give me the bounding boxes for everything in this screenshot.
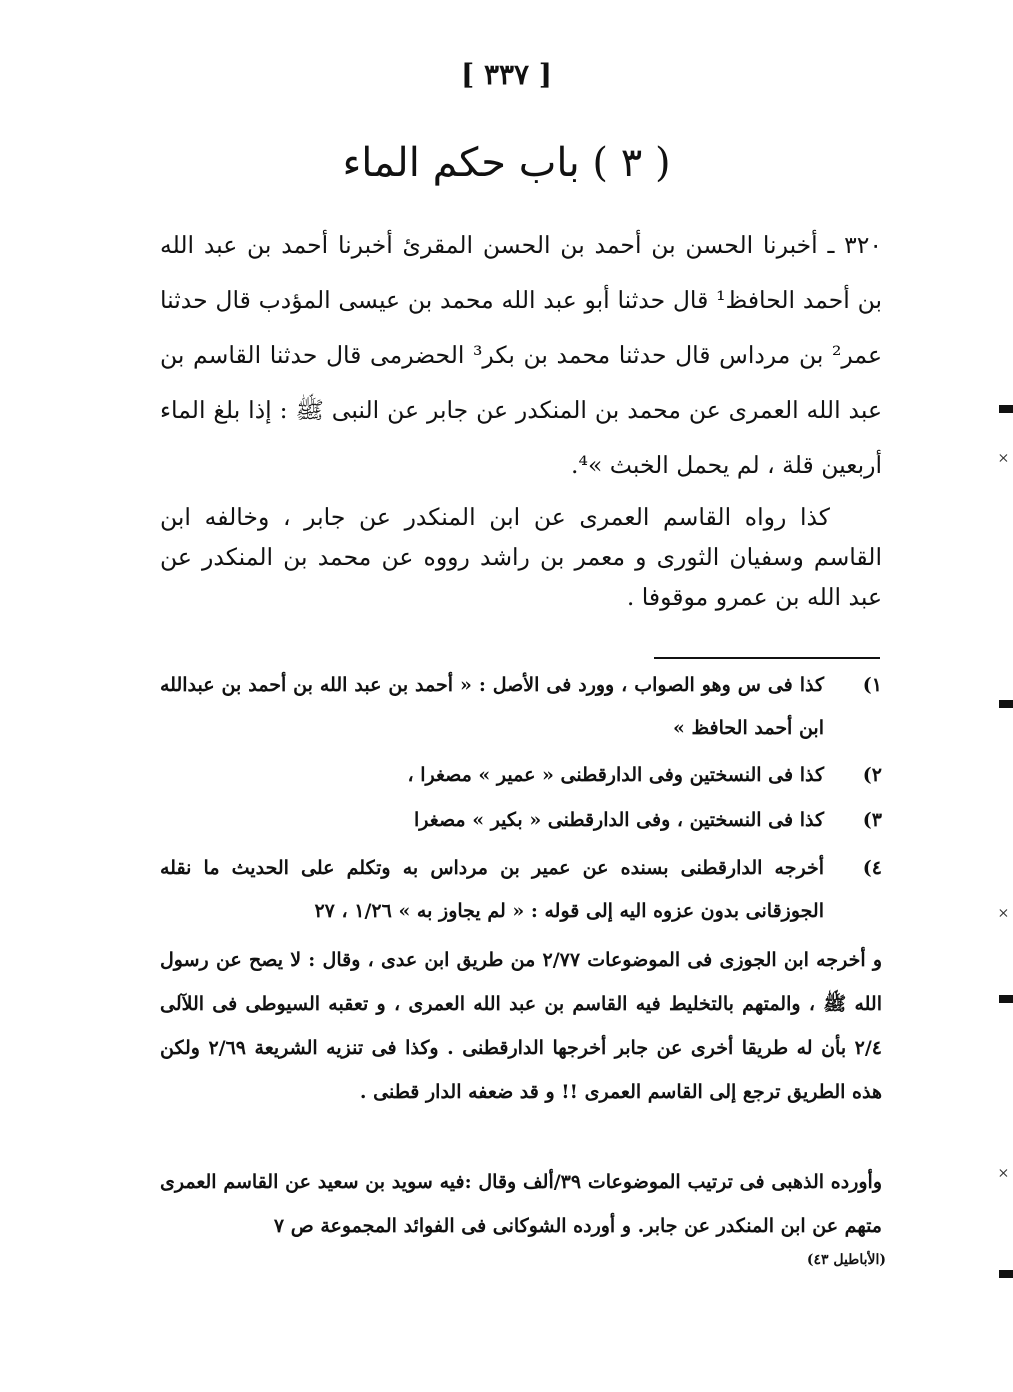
chapter-title: ( ٣ ) باب حكم الماء — [342, 140, 671, 186]
footnote-3 — [160, 799, 882, 842]
footnote-4 — [160, 847, 882, 933]
footnote-number: ٢) — [862, 764, 882, 786]
footnote-number: ٣) — [862, 809, 882, 831]
scan-edge-tick: × — [995, 907, 1012, 919]
footnote-number: ١) — [862, 674, 882, 696]
footnote-text: كذا فى النسختين وفى الدارقطنى « عمير » مصغرا ، — [407, 764, 824, 786]
commentary-text: كذا رواه القاسم العمرى عن ابن المنكدر عن جابر ، وخالفه ابن القاسم وسفيان الثورى و معمر بن راشد رووه عن محمد بن المنكدر عن عبد الله بن عمرو موقوفا . — [160, 503, 882, 611]
hadith-text: ٣٢٠ ـ أخبرنا الحسن بن أحمد بن الحسن المقرئ أخبرنا أحمد بن عبد الله بن أحمد الحافظ¹ قال حدثنا أبو عبد الله محمد بن عيسى المؤدب قال حدثنا عمر² بن مرداس قال حدثنا محمد بن بكر³ الحضرمى قال حدثنا القاسم بن عبد الله العمرى عن محمد بن المنكدر عن جابر عن النبى ﷺ : إذا بلغ الماء أربعين قلة ، لم يحمل الخبث »⁴. — [160, 231, 882, 479]
scan-edge-tick: × — [995, 452, 1012, 464]
source-signature: (الأباطيل ٤٣) — [806, 1252, 886, 1268]
footnote-1 — [160, 664, 882, 750]
footnote-number: ٤) — [862, 857, 882, 879]
footnote-4-continued: و أخرجه ابن الجوزى فى الموضوعات ٢/٧٧ من طريق ابن عدى ، وقال : لا يصح عن رسول الله ﷺ ، والمتهم بالتخليط فيه القاسم بن عبد الله العمرى ، و تعقبه السيوطى فى اللآلى ٢/٤ بأن له طريقا أخرى عن جابر أخرجها الدارقطنى . وكذا فى تنزيه الشريعة ٢/٦٩ ولكن هذه الطريق ترجع إلى القاسم العمرى !! و قد ضعفه الدار قطنى . — [160, 949, 883, 1103]
scan-edge-mark — [999, 995, 1013, 1003]
footnote-2 — [160, 754, 882, 797]
scan-edge-mark — [999, 405, 1013, 413]
page-number: [ ٣٣٧ ] — [460, 58, 553, 91]
footnote-separator — [654, 657, 880, 659]
footnote-4-final: وأورده الذهبى فى ترتيب الموضوعات ٣٩/ألف وقال :فيه سويد بن سعيد عن القاسم العمرى متهم عن ابن المنكدر عن جابر. و أورده الشوكانى فى الفوائد المجموعة ص ٧ — [160, 1171, 882, 1237]
footnote-text: أخرجه الدارقطنى بسنده عن عمير بن مرداس به وتكلم على الحديث ما نقله الجوزقانى بدون عزوه اليه إلى قوله : « لم يجاوز به » ١/٢٦ ، ٢٧ — [160, 857, 824, 922]
footnote-text: كذا فى النسختين ، وفى الدارقطنى « بكير » مصغرا — [414, 809, 824, 831]
scan-edge-tick: × — [995, 1167, 1012, 1179]
footnote-text: كذا فى س وهو الصواب ، وورد فى الأصل : « أحمد بن عبد الله بن أحمد بن عبدالله ابن أحمد الحافظ » — [160, 674, 824, 739]
scan-edge-mark — [999, 1270, 1013, 1278]
scan-edge-mark — [999, 700, 1013, 708]
